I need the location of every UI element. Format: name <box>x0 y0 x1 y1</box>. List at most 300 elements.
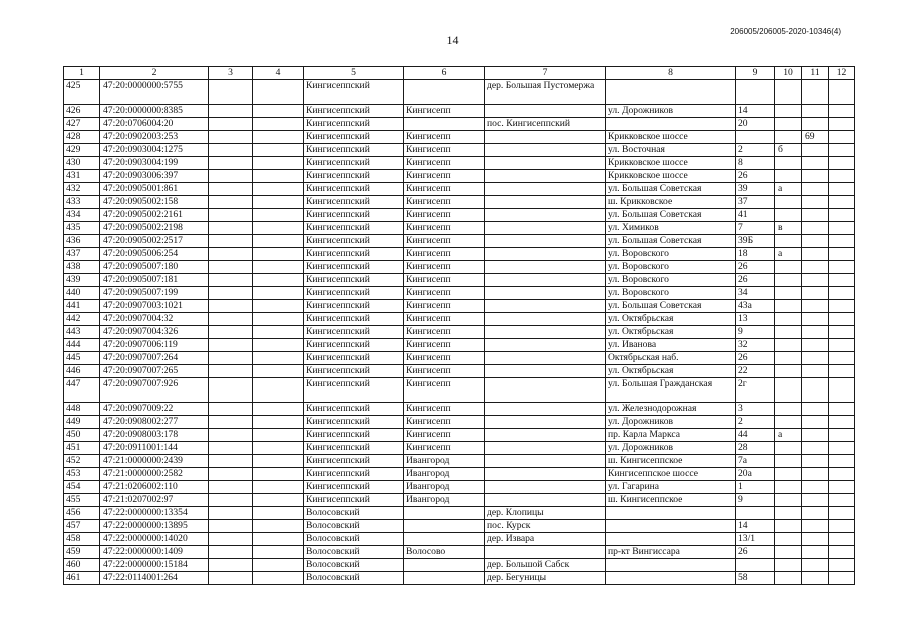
table-cell <box>829 481 855 494</box>
table-cell: 47:21:0206002:110 <box>100 481 209 494</box>
table-cell <box>209 546 253 559</box>
table-cell: 47:20:0907007:264 <box>100 352 209 365</box>
table-cell: 440 <box>64 287 100 300</box>
table-cell <box>485 248 606 261</box>
table-cell <box>829 209 855 222</box>
table-cell <box>253 520 304 533</box>
table-cell <box>209 300 253 313</box>
table-cell <box>485 339 606 352</box>
table-cell <box>802 235 829 248</box>
table-cell: 13 <box>736 313 775 326</box>
table-cell: 47:22:0000000:15184 <box>100 559 209 572</box>
table-cell <box>775 403 802 416</box>
table-cell: 47:20:0907007:265 <box>100 365 209 378</box>
table-cell: Кингисепп <box>404 378 485 403</box>
table-cell <box>802 481 829 494</box>
table-row <box>64 287 855 300</box>
table-cell: 457 <box>64 520 100 533</box>
table-cell <box>802 559 829 572</box>
table-cell <box>802 494 829 507</box>
table-cell <box>253 378 304 403</box>
table-cell: Кингисеппский <box>304 300 404 313</box>
table-row <box>64 261 855 274</box>
table-cell: 13/1 <box>736 533 775 546</box>
table-cell: Кингисеппский <box>304 274 404 287</box>
table-row <box>64 507 855 520</box>
table-cell: дер. Клопицы <box>485 507 606 520</box>
table-cell: Кингисеппский <box>304 105 404 118</box>
table-cell: 428 <box>64 131 100 144</box>
column-header: 8 <box>606 67 736 80</box>
table-cell: Ивангород <box>404 481 485 494</box>
table-cell: 451 <box>64 442 100 455</box>
table-cell <box>802 416 829 429</box>
table-cell: ул. Октябрьская <box>606 313 736 326</box>
table-cell: Кингисеппский <box>304 442 404 455</box>
table-cell: 9 <box>736 326 775 339</box>
table-cell: ш. Крикковское <box>606 196 736 209</box>
table-row <box>64 157 855 170</box>
table-cell <box>485 157 606 170</box>
table-cell: 34 <box>736 287 775 300</box>
table-cell: 26 <box>736 546 775 559</box>
table-cell: дер. Большая Пустомержа <box>485 80 606 105</box>
table-cell: Кингисеппский <box>304 455 404 468</box>
table-row <box>64 313 855 326</box>
table-cell: 20а <box>736 468 775 481</box>
table-cell: 431 <box>64 170 100 183</box>
table-cell: дер. Большой Сабск <box>485 559 606 572</box>
table-row <box>64 442 855 455</box>
table-cell <box>775 274 802 287</box>
column-header: 4 <box>253 67 304 80</box>
table-cell <box>775 468 802 481</box>
table-cell <box>775 520 802 533</box>
table-row <box>64 105 855 118</box>
table-cell <box>253 196 304 209</box>
table-cell <box>829 455 855 468</box>
table-cell: 447 <box>64 378 100 403</box>
table-cell <box>209 520 253 533</box>
table-cell <box>829 131 855 144</box>
table-cell <box>209 170 253 183</box>
table-row <box>64 274 855 287</box>
table-cell: ул. Воровского <box>606 287 736 300</box>
table-cell: 426 <box>64 105 100 118</box>
column-header: 3 <box>209 67 253 80</box>
table-cell <box>209 442 253 455</box>
table-cell <box>253 442 304 455</box>
table-cell: 43а <box>736 300 775 313</box>
table-cell: Кингисеппский <box>304 183 404 196</box>
table-cell <box>775 339 802 352</box>
column-header: 2 <box>100 67 209 80</box>
table-cell <box>775 157 802 170</box>
table-cell <box>485 105 606 118</box>
table-row <box>64 235 855 248</box>
table-cell: пос. Кингисеппский <box>485 118 606 131</box>
table-cell: Крикковское шоссе <box>606 157 736 170</box>
table-cell: 453 <box>64 468 100 481</box>
table-cell <box>209 403 253 416</box>
table-cell <box>253 572 304 585</box>
table-cell <box>209 235 253 248</box>
table-cell <box>829 170 855 183</box>
table-cell <box>404 559 485 572</box>
table-cell <box>209 326 253 339</box>
table-cell: Кингисеппский <box>304 403 404 416</box>
table-cell <box>829 572 855 585</box>
table-cell <box>209 248 253 261</box>
table-cell <box>209 429 253 442</box>
table-cell: Кингисеппский <box>304 429 404 442</box>
table-cell <box>253 222 304 235</box>
table-cell: Кингисепп <box>404 157 485 170</box>
table-cell <box>802 222 829 235</box>
table-cell: 20 <box>736 118 775 131</box>
registry-table <box>63 66 855 585</box>
table-cell: Кингисеппский <box>304 131 404 144</box>
table-cell <box>829 183 855 196</box>
table-cell: 459 <box>64 546 100 559</box>
table-cell: 47:20:0907003:1021 <box>100 300 209 313</box>
table-cell: Крикковское шоссе <box>606 170 736 183</box>
table-cell <box>829 300 855 313</box>
table-cell: ул. Большая Советская <box>606 235 736 248</box>
table-cell: 47:20:0907006:119 <box>100 339 209 352</box>
table-row <box>64 222 855 235</box>
table-cell <box>802 533 829 546</box>
table-cell <box>829 326 855 339</box>
table-row <box>64 118 855 131</box>
table-row <box>64 183 855 196</box>
table-cell <box>802 261 829 274</box>
table-cell: Кингисепп <box>404 261 485 274</box>
table-cell <box>209 572 253 585</box>
table-cell <box>829 468 855 481</box>
table-cell <box>209 118 253 131</box>
table-cell: Кингисепп <box>404 209 485 222</box>
table-row <box>64 520 855 533</box>
table-cell: 461 <box>64 572 100 585</box>
table-row <box>64 546 855 559</box>
table-cell <box>209 533 253 546</box>
table-cell: Кингисеппский <box>304 468 404 481</box>
table-cell: 28 <box>736 442 775 455</box>
table-cell <box>253 365 304 378</box>
table-cell: 454 <box>64 481 100 494</box>
table-cell <box>485 481 606 494</box>
table-cell <box>802 429 829 442</box>
table-cell <box>209 183 253 196</box>
table-cell: 47:20:0903004:199 <box>100 157 209 170</box>
table-cell <box>802 105 829 118</box>
table-cell: 32 <box>736 339 775 352</box>
table-cell <box>209 105 253 118</box>
table-row <box>64 144 855 157</box>
table-cell <box>802 455 829 468</box>
table-cell <box>802 313 829 326</box>
table-row <box>64 326 855 339</box>
table-cell <box>606 559 736 572</box>
table-cell: Кингисепп <box>404 403 485 416</box>
table-cell: 449 <box>64 416 100 429</box>
table-cell: 37 <box>736 196 775 209</box>
table-cell: Кингисеппский <box>304 494 404 507</box>
table-cell <box>802 248 829 261</box>
table-cell <box>802 365 829 378</box>
table-cell <box>209 378 253 403</box>
table-cell <box>253 183 304 196</box>
table-cell <box>802 546 829 559</box>
table-cell <box>829 157 855 170</box>
table-cell: ул. Иванова <box>606 339 736 352</box>
table-cell <box>775 378 802 403</box>
table-cell <box>802 378 829 403</box>
table-cell <box>775 80 802 105</box>
table-cell <box>736 131 775 144</box>
table-row <box>64 352 855 365</box>
table-cell <box>485 455 606 468</box>
table-cell <box>802 157 829 170</box>
table-cell <box>829 222 855 235</box>
table-cell <box>209 287 253 300</box>
table-cell <box>253 403 304 416</box>
table-cell <box>829 416 855 429</box>
table-row <box>64 339 855 352</box>
table-cell: 47:22:0000000:13895 <box>100 520 209 533</box>
table-cell: 44 <box>736 429 775 442</box>
table-cell: Кингисепп <box>404 274 485 287</box>
table-cell <box>485 261 606 274</box>
table-cell: 47:20:0905006:254 <box>100 248 209 261</box>
table-cell <box>829 105 855 118</box>
table-cell: дер. Извара <box>485 533 606 546</box>
table-row <box>64 455 855 468</box>
table-cell: 445 <box>64 352 100 365</box>
table-cell <box>829 352 855 365</box>
column-header: 5 <box>304 67 404 80</box>
table-cell <box>253 326 304 339</box>
table-cell <box>736 559 775 572</box>
table-cell <box>404 520 485 533</box>
table-cell: 47:20:0905007:180 <box>100 261 209 274</box>
table-cell: 47:21:0207002:97 <box>100 494 209 507</box>
table-cell: Кингисеппский <box>304 118 404 131</box>
column-header: 1 <box>64 67 100 80</box>
table-cell: 47:20:0706004:20 <box>100 118 209 131</box>
document-code: 206005/206005-2020-10346(4) <box>730 27 841 36</box>
table-cell: 47:21:0000000:2582 <box>100 468 209 481</box>
table-cell <box>209 222 253 235</box>
table-cell: ул. Дорожников <box>606 105 736 118</box>
table-cell <box>802 287 829 300</box>
table-cell: Кингисеппский <box>304 209 404 222</box>
table-cell <box>485 416 606 429</box>
table-cell: 14 <box>736 520 775 533</box>
table-cell: 47:20:0000000:8385 <box>100 105 209 118</box>
table-row <box>64 365 855 378</box>
table-cell <box>485 170 606 183</box>
table-cell <box>209 365 253 378</box>
table-cell <box>775 313 802 326</box>
table-cell <box>209 559 253 572</box>
table-cell <box>253 248 304 261</box>
table-cell <box>253 274 304 287</box>
table-cell: Волосовский <box>304 533 404 546</box>
table-cell: 439 <box>64 274 100 287</box>
table-cell: 47:20:0905002:2198 <box>100 222 209 235</box>
table-cell <box>775 559 802 572</box>
table-cell: 41 <box>736 209 775 222</box>
table-cell: Кингисеппский <box>304 416 404 429</box>
table-cell <box>253 416 304 429</box>
table-cell: Кингисепп <box>404 416 485 429</box>
table-cell: Кингисеппский <box>304 313 404 326</box>
table-cell <box>829 248 855 261</box>
table-cell <box>829 442 855 455</box>
table-cell <box>253 533 304 546</box>
table-cell <box>802 209 829 222</box>
table-cell: 435 <box>64 222 100 235</box>
table-cell: 442 <box>64 313 100 326</box>
table-cell <box>209 494 253 507</box>
table-cell <box>606 572 736 585</box>
table-cell: 47:20:0907004:32 <box>100 313 209 326</box>
table-cell <box>775 481 802 494</box>
column-header: 9 <box>736 67 775 80</box>
table-cell <box>606 533 736 546</box>
table-cell: 8 <box>736 157 775 170</box>
table-cell <box>802 326 829 339</box>
column-header: 11 <box>802 67 829 80</box>
table-cell <box>253 313 304 326</box>
table-cell <box>485 468 606 481</box>
table-cell: Кингисеппский <box>304 261 404 274</box>
table-cell <box>829 274 855 287</box>
table-row <box>64 378 855 403</box>
table-cell <box>253 131 304 144</box>
table-cell: Кингисеппский <box>304 326 404 339</box>
table-cell: 47:20:0905007:181 <box>100 274 209 287</box>
table-cell <box>775 494 802 507</box>
table-cell <box>829 196 855 209</box>
table-row <box>64 572 855 585</box>
table-cell: 47:20:0908002:277 <box>100 416 209 429</box>
table-cell: ул. Октябрьская <box>606 326 736 339</box>
table-cell <box>606 520 736 533</box>
table-cell: Кингисепп <box>404 429 485 442</box>
table-cell <box>253 144 304 157</box>
table-cell <box>485 365 606 378</box>
table-cell <box>209 507 253 520</box>
table-cell <box>485 222 606 235</box>
table-cell: 47:20:0905002:2517 <box>100 235 209 248</box>
table-cell <box>802 339 829 352</box>
table-cell: 458 <box>64 533 100 546</box>
table-cell: 434 <box>64 209 100 222</box>
table-cell <box>775 235 802 248</box>
table-cell <box>775 300 802 313</box>
table-cell <box>829 533 855 546</box>
table-cell: 47:20:0905002:158 <box>100 196 209 209</box>
table-cell: Кингисеппский <box>304 481 404 494</box>
table-header-row <box>64 67 855 80</box>
table-cell <box>404 118 485 131</box>
table-cell: 1 <box>736 481 775 494</box>
table-cell <box>485 429 606 442</box>
table-cell <box>802 183 829 196</box>
table-cell <box>775 365 802 378</box>
table-cell: 2г <box>736 378 775 403</box>
table-cell <box>736 507 775 520</box>
table-cell: Волосовский <box>304 572 404 585</box>
table-cell: ул. Большая Советская <box>606 183 736 196</box>
table-cell: 47:21:0000000:2439 <box>100 455 209 468</box>
table-cell: ул. Воровского <box>606 274 736 287</box>
table-cell: Кингисепп <box>404 313 485 326</box>
table-cell: Волосовский <box>304 507 404 520</box>
table-cell: 2 <box>736 416 775 429</box>
table-cell <box>802 352 829 365</box>
table-cell: 47:20:0903004:1275 <box>100 144 209 157</box>
table-cell: Кингисепп <box>404 131 485 144</box>
table-cell: Кингисеппский <box>304 365 404 378</box>
table-cell <box>253 287 304 300</box>
table-cell: 47:20:0907009:22 <box>100 403 209 416</box>
table-cell <box>829 365 855 378</box>
table-cell: пос. Курск <box>485 520 606 533</box>
table-cell <box>209 274 253 287</box>
table-row <box>64 429 855 442</box>
table-cell: Кингисеппский <box>304 287 404 300</box>
table-cell <box>606 507 736 520</box>
table-cell <box>802 403 829 416</box>
table-cell: а <box>775 248 802 261</box>
table-cell <box>775 572 802 585</box>
table-cell: 427 <box>64 118 100 131</box>
table-cell <box>209 80 253 105</box>
table-row <box>64 300 855 313</box>
table-cell: 452 <box>64 455 100 468</box>
table-cell: 429 <box>64 144 100 157</box>
table-cell: Ивангород <box>404 494 485 507</box>
table-cell: Октябрьская наб. <box>606 352 736 365</box>
table-cell: ш. Кингисеппское <box>606 455 736 468</box>
table-cell: 47:20:0905001:861 <box>100 183 209 196</box>
table-cell <box>802 442 829 455</box>
table-cell <box>253 468 304 481</box>
table-cell <box>253 507 304 520</box>
table-cell <box>209 261 253 274</box>
table-cell <box>209 481 253 494</box>
table-cell <box>485 287 606 300</box>
table-cell <box>829 313 855 326</box>
table-cell: а <box>775 429 802 442</box>
table-cell: Ивангород <box>404 455 485 468</box>
table-cell <box>485 378 606 403</box>
table-cell: ул. Химиков <box>606 222 736 235</box>
table-cell: Кингисеппский <box>304 196 404 209</box>
table-cell <box>485 235 606 248</box>
table-cell <box>829 235 855 248</box>
table-cell: Кингисепп <box>404 222 485 235</box>
table-cell <box>829 494 855 507</box>
table-cell: 437 <box>64 248 100 261</box>
table-cell <box>485 313 606 326</box>
table-cell: ул. Дорожников <box>606 416 736 429</box>
table-cell: Кингисеппский <box>304 144 404 157</box>
